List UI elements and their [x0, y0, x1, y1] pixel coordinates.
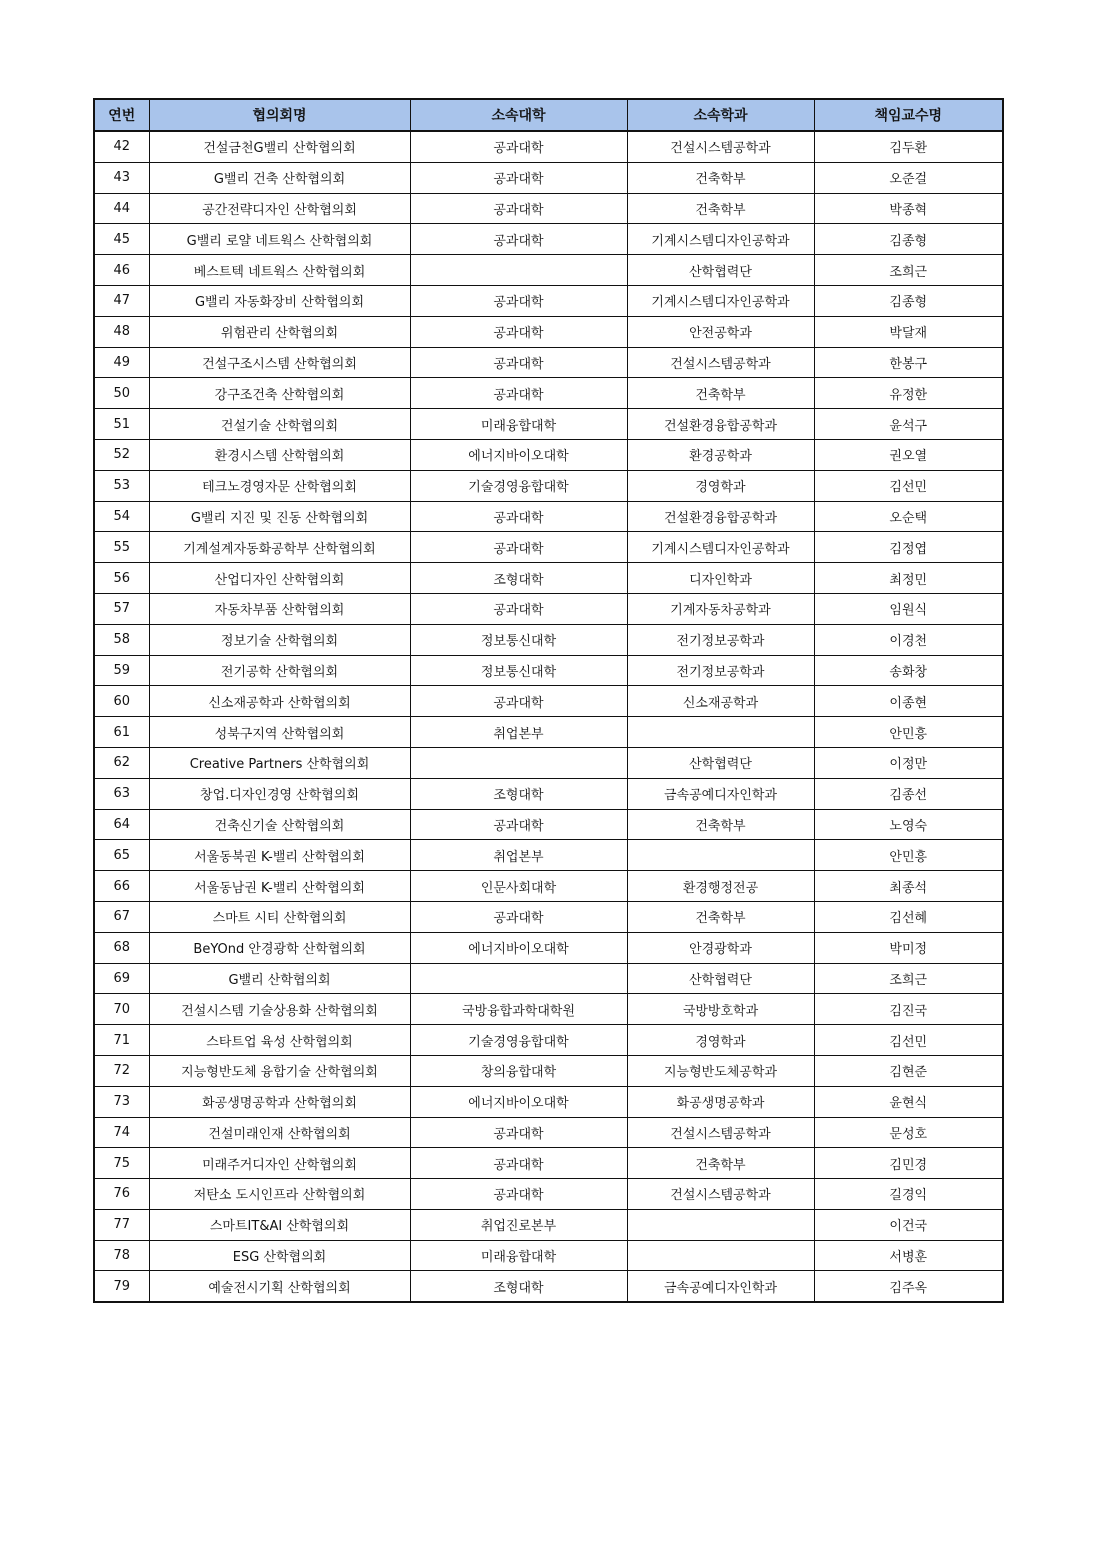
cell-professor: 이건국: [814, 1209, 1003, 1240]
header-cell-department: 소속학과: [627, 99, 814, 131]
cell-college: 인문사회대학: [410, 871, 627, 902]
cell-professor: 한봉구: [814, 347, 1003, 378]
cell-professor: 권오열: [814, 439, 1003, 470]
cell-professor: 안민흥: [814, 717, 1003, 748]
cell-professor: 김종형: [814, 224, 1003, 255]
cell-college: [410, 747, 627, 778]
header-row: [94, 99, 1003, 131]
cell-college: 공과대학: [410, 316, 627, 347]
cell-college: 취업본부: [410, 717, 627, 748]
cell-department: [627, 1240, 814, 1271]
cell-professor: 유정한: [814, 378, 1003, 409]
cell-college: 공과대학: [410, 224, 627, 255]
cell-department: 기계자동차공학과: [627, 593, 814, 624]
cell-department: 화공생명공학과: [627, 1086, 814, 1117]
cell-council-name: 성북구지역 산학협의회: [149, 717, 410, 748]
cell-professor: 길경익: [814, 1179, 1003, 1210]
cell-council-name: 건설미래인재 산학협의회: [149, 1117, 410, 1148]
cell-college: 취업본부: [410, 840, 627, 871]
cell-number: 53: [94, 470, 149, 501]
cell-professor: 김현준: [814, 1055, 1003, 1086]
cell-council-name: G밸리 자동화장비 산학협의회: [149, 285, 410, 316]
cell-department: 금속공예디자인학과: [627, 1271, 814, 1302]
table-row: [94, 162, 1003, 193]
table-row: [94, 840, 1003, 871]
table-row: [94, 1086, 1003, 1117]
cell-professor: 오준걸: [814, 162, 1003, 193]
cell-department: 건설환경융합공학과: [627, 501, 814, 532]
cell-college: 국방융합과학대학원: [410, 994, 627, 1025]
table-row: [94, 932, 1003, 963]
table-row: [94, 871, 1003, 902]
cell-number: 52: [94, 439, 149, 470]
cell-college: 공과대학: [410, 686, 627, 717]
cell-number: 73: [94, 1086, 149, 1117]
cell-council-name: 자동차부품 산학협의회: [149, 593, 410, 624]
cell-professor: 조희근: [814, 963, 1003, 994]
table-row: [94, 255, 1003, 286]
table-row: [94, 747, 1003, 778]
cell-council-name: 환경시스템 산학협의회: [149, 439, 410, 470]
cell-department: 신소재공학과: [627, 686, 814, 717]
cell-professor: 문성호: [814, 1117, 1003, 1148]
cell-college: 공과대학: [410, 593, 627, 624]
cell-council-name: 서울동북권 K-밸리 산학협의회: [149, 840, 410, 871]
cell-college: 에너지바이오대학: [410, 1086, 627, 1117]
cell-college: 공과대학: [410, 378, 627, 409]
cell-department: 건축학부: [627, 809, 814, 840]
cell-council-name: 정보기술 산학협의회: [149, 624, 410, 655]
cell-council-name: 저탄소 도시인프라 산학협의회: [149, 1179, 410, 1210]
cell-department: 건설시스템공학과: [627, 1179, 814, 1210]
cell-number: 47: [94, 285, 149, 316]
table-row: [94, 1025, 1003, 1056]
cell-college: 공과대학: [410, 162, 627, 193]
table-row: [94, 994, 1003, 1025]
table-row: [94, 532, 1003, 563]
table-row: [94, 1240, 1003, 1271]
cell-number: 61: [94, 717, 149, 748]
cell-council-name: BeYOnd 안경광학 산학협의회: [149, 932, 410, 963]
table-row: [94, 686, 1003, 717]
cell-department: 경영학과: [627, 1025, 814, 1056]
cell-professor: 최정민: [814, 563, 1003, 594]
cell-department: [627, 840, 814, 871]
cell-professor: 박달재: [814, 316, 1003, 347]
table-row: [94, 347, 1003, 378]
cell-number: 72: [94, 1055, 149, 1086]
cell-number: 62: [94, 747, 149, 778]
cell-professor: 박종혁: [814, 193, 1003, 224]
cell-professor: 김정엽: [814, 532, 1003, 563]
table-row: [94, 593, 1003, 624]
cell-number: 79: [94, 1271, 149, 1302]
table-row: [94, 624, 1003, 655]
cell-professor: 김선민: [814, 470, 1003, 501]
table-row: [94, 193, 1003, 224]
cell-college: 공과대학: [410, 193, 627, 224]
cell-professor: 최종석: [814, 871, 1003, 902]
cell-council-name: 강구조건축 산학협의회: [149, 378, 410, 409]
cell-number: 44: [94, 193, 149, 224]
cell-number: 70: [94, 994, 149, 1025]
cell-department: 기계시스템디자인공학과: [627, 532, 814, 563]
cell-professor: 김종형: [814, 285, 1003, 316]
cell-number: 67: [94, 901, 149, 932]
header-cell-professor: 책임교수명: [814, 99, 1003, 131]
cell-council-name: 창업.디자인경영 산학협의회: [149, 778, 410, 809]
table-header: [94, 99, 1003, 131]
cell-number: 59: [94, 655, 149, 686]
cell-department: 건설시스템공학과: [627, 131, 814, 162]
table-row: [94, 439, 1003, 470]
cell-professor: 이정만: [814, 747, 1003, 778]
cell-department: [627, 717, 814, 748]
cell-number: 68: [94, 932, 149, 963]
cell-department: 금속공예디자인학과: [627, 778, 814, 809]
table-row: [94, 778, 1003, 809]
table-row: [94, 717, 1003, 748]
table-row: [94, 1271, 1003, 1302]
cell-number: 66: [94, 871, 149, 902]
cell-council-name: 위험관리 산학협의회: [149, 316, 410, 347]
cell-council-name: ESG 산학협의회: [149, 1240, 410, 1271]
header-cell-number: 연번: [94, 99, 149, 131]
cell-department: 기계시스템디자인공학과: [627, 224, 814, 255]
cell-college: 에너지바이오대학: [410, 439, 627, 470]
cell-number: 75: [94, 1148, 149, 1179]
cell-council-name: 신소재공학과 산학협의회: [149, 686, 410, 717]
cell-number: 78: [94, 1240, 149, 1271]
cell-department: 기계시스템디자인공학과: [627, 285, 814, 316]
cell-number: 49: [94, 347, 149, 378]
cell-number: 65: [94, 840, 149, 871]
cell-department: 전기정보공학과: [627, 655, 814, 686]
table-row: [94, 655, 1003, 686]
cell-department: 경영학과: [627, 470, 814, 501]
table-row: [94, 501, 1003, 532]
cell-council-name: 스마트IT&AI 산학협의회: [149, 1209, 410, 1240]
cell-council-name: 스타트업 육성 산학협의회: [149, 1025, 410, 1056]
cell-professor: 안민흥: [814, 840, 1003, 871]
council-table: [93, 98, 1004, 1303]
council-table-container: [93, 98, 1002, 1303]
cell-number: 58: [94, 624, 149, 655]
cell-college: 공과대학: [410, 532, 627, 563]
cell-college: 정보통신대학: [410, 624, 627, 655]
cell-council-name: G밸리 건축 산학협의회: [149, 162, 410, 193]
cell-professor: 윤현식: [814, 1086, 1003, 1117]
cell-department: 환경행정전공: [627, 871, 814, 902]
cell-council-name: 서울동남권 K-밸리 산학협의회: [149, 871, 410, 902]
cell-number: 57: [94, 593, 149, 624]
cell-number: 51: [94, 409, 149, 440]
cell-number: 55: [94, 532, 149, 563]
cell-department: 안전공학과: [627, 316, 814, 347]
table-row: [94, 409, 1003, 440]
cell-college: 정보통신대학: [410, 655, 627, 686]
cell-college: 조형대학: [410, 1271, 627, 1302]
cell-number: 54: [94, 501, 149, 532]
cell-number: 77: [94, 1209, 149, 1240]
cell-professor: 이경천: [814, 624, 1003, 655]
table-row: [94, 1117, 1003, 1148]
cell-college: 공과대학: [410, 285, 627, 316]
cell-college: 공과대학: [410, 1117, 627, 1148]
table-body: [94, 131, 1003, 1302]
cell-college: 창의융합대학: [410, 1055, 627, 1086]
cell-council-name: 건설기술 산학협의회: [149, 409, 410, 440]
table-row: [94, 563, 1003, 594]
cell-professor: 조희근: [814, 255, 1003, 286]
cell-college: 미래융합대학: [410, 409, 627, 440]
cell-number: 63: [94, 778, 149, 809]
cell-college: 조형대학: [410, 563, 627, 594]
cell-department: [627, 1209, 814, 1240]
cell-college: 기술경영융합대학: [410, 1025, 627, 1056]
cell-professor: 김종선: [814, 778, 1003, 809]
cell-professor: 이종현: [814, 686, 1003, 717]
table-row: [94, 316, 1003, 347]
cell-department: 건축학부: [627, 193, 814, 224]
cell-professor: 서병훈: [814, 1240, 1003, 1271]
cell-council-name: Creative Partners 산학협의회: [149, 747, 410, 778]
table-row: [94, 963, 1003, 994]
cell-department: 건설시스템공학과: [627, 347, 814, 378]
cell-department: 산학협력단: [627, 963, 814, 994]
cell-college: 조형대학: [410, 778, 627, 809]
cell-college: 공과대학: [410, 809, 627, 840]
cell-college: 취업진로본부: [410, 1209, 627, 1240]
cell-department: 안경광학과: [627, 932, 814, 963]
table-row: [94, 285, 1003, 316]
cell-number: 43: [94, 162, 149, 193]
cell-number: 74: [94, 1117, 149, 1148]
cell-number: 56: [94, 563, 149, 594]
cell-professor: 임원식: [814, 593, 1003, 624]
table-row: [94, 224, 1003, 255]
table-row: [94, 1055, 1003, 1086]
cell-council-name: 기계설계자동화공학부 산학협의회: [149, 532, 410, 563]
cell-number: 42: [94, 131, 149, 162]
cell-number: 69: [94, 963, 149, 994]
cell-council-name: 산업디자인 산학협의회: [149, 563, 410, 594]
cell-professor: 오순택: [814, 501, 1003, 532]
cell-professor: 김선혜: [814, 901, 1003, 932]
cell-department: 산학협력단: [627, 255, 814, 286]
cell-number: 48: [94, 316, 149, 347]
table-row: [94, 901, 1003, 932]
cell-professor: 김진국: [814, 994, 1003, 1025]
cell-college: [410, 963, 627, 994]
table-row: [94, 1209, 1003, 1240]
cell-council-name: 지능형반도체 융합기술 산학협의회: [149, 1055, 410, 1086]
cell-council-name: 화공생명공학과 산학협의회: [149, 1086, 410, 1117]
cell-council-name: 건설금천G밸리 산학협의회: [149, 131, 410, 162]
cell-number: 45: [94, 224, 149, 255]
cell-college: 공과대학: [410, 131, 627, 162]
table-row: [94, 470, 1003, 501]
cell-professor: 송화창: [814, 655, 1003, 686]
cell-professor: 김선민: [814, 1025, 1003, 1056]
cell-council-name: 미래주거디자인 산학협의회: [149, 1148, 410, 1179]
cell-council-name: 예술전시기획 산학협의회: [149, 1271, 410, 1302]
cell-council-name: 스마트 시티 산학협의회: [149, 901, 410, 932]
cell-number: 64: [94, 809, 149, 840]
cell-professor: 윤석구: [814, 409, 1003, 440]
cell-number: 60: [94, 686, 149, 717]
cell-college: 공과대학: [410, 347, 627, 378]
cell-department: 지능형반도체공학과: [627, 1055, 814, 1086]
cell-number: 46: [94, 255, 149, 286]
cell-college: [410, 255, 627, 286]
cell-department: 산학협력단: [627, 747, 814, 778]
cell-council-name: 베스트텍 네트웍스 산학협의회: [149, 255, 410, 286]
table-row: [94, 1148, 1003, 1179]
header-cell-council-name: 협의회명: [149, 99, 410, 131]
cell-council-name: 공간전략디자인 산학협의회: [149, 193, 410, 224]
table-row: [94, 131, 1003, 162]
cell-department: 건축학부: [627, 378, 814, 409]
cell-council-name: 전기공학 산학협의회: [149, 655, 410, 686]
table-row: [94, 1179, 1003, 1210]
cell-college: 공과대학: [410, 901, 627, 932]
cell-council-name: 건설시스템 기술상용화 산학협의회: [149, 994, 410, 1025]
cell-number: 71: [94, 1025, 149, 1056]
cell-college: 에너지바이오대학: [410, 932, 627, 963]
cell-council-name: 건축신기술 산학협의회: [149, 809, 410, 840]
cell-council-name: G밸리 로얄 네트웍스 산학협의회: [149, 224, 410, 255]
cell-council-name: G밸리 지진 및 진동 산학협의회: [149, 501, 410, 532]
cell-council-name: 건설구조시스템 산학협의회: [149, 347, 410, 378]
table-row: [94, 809, 1003, 840]
cell-college: 공과대학: [410, 501, 627, 532]
cell-department: 건설환경융합공학과: [627, 409, 814, 440]
cell-professor: 김민경: [814, 1148, 1003, 1179]
cell-department: 환경공학과: [627, 439, 814, 470]
cell-professor: 박미정: [814, 932, 1003, 963]
cell-professor: 노영숙: [814, 809, 1003, 840]
cell-number: 76: [94, 1179, 149, 1210]
cell-college: 공과대학: [410, 1148, 627, 1179]
cell-college: 기술경영융합대학: [410, 470, 627, 501]
cell-professor: 김주옥: [814, 1271, 1003, 1302]
cell-college: 공과대학: [410, 1179, 627, 1210]
cell-department: 건축학부: [627, 162, 814, 193]
cell-number: 50: [94, 378, 149, 409]
cell-college: 미래융합대학: [410, 1240, 627, 1271]
cell-council-name: 테크노경영자문 산학협의회: [149, 470, 410, 501]
cell-council-name: G밸리 산학협의회: [149, 963, 410, 994]
header-cell-college: 소속대학: [410, 99, 627, 131]
cell-department: 디자인학과: [627, 563, 814, 594]
cell-department: 건설시스템공학과: [627, 1117, 814, 1148]
cell-department: 국방방호학과: [627, 994, 814, 1025]
cell-department: 건축학부: [627, 901, 814, 932]
cell-department: 전기정보공학과: [627, 624, 814, 655]
table-row: [94, 378, 1003, 409]
cell-professor: 김두환: [814, 131, 1003, 162]
cell-department: 건축학부: [627, 1148, 814, 1179]
